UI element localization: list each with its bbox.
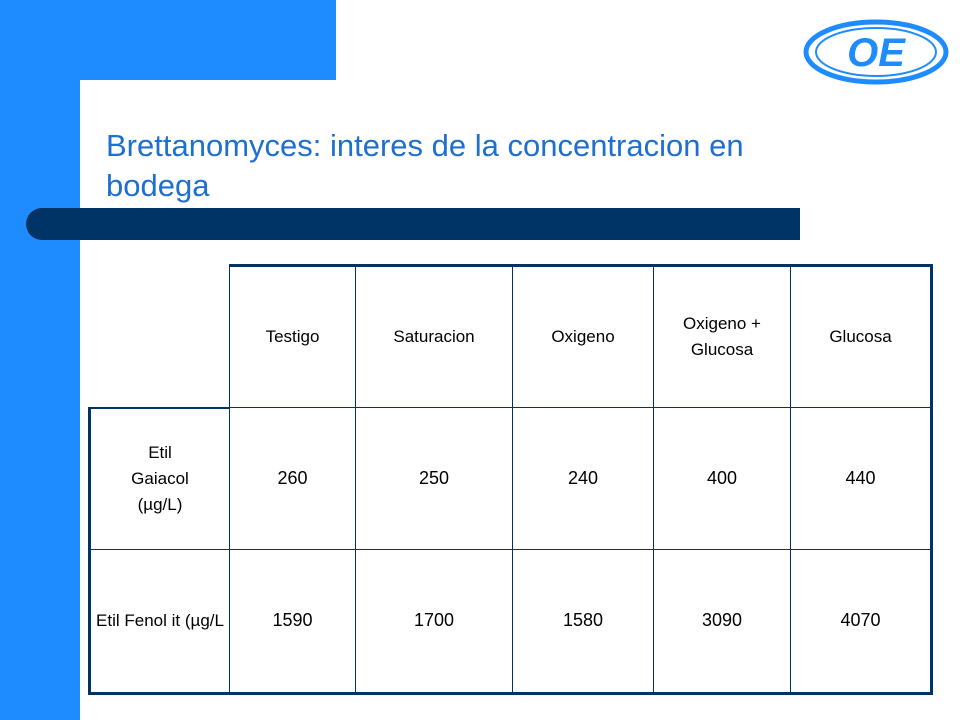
row-label: [90, 408, 230, 550]
table-cell: 440: [791, 408, 932, 550]
table-row: [90, 408, 932, 550]
decorative-blue-left: [0, 0, 80, 720]
column-header: [654, 266, 791, 408]
title-underline-bar: [26, 208, 800, 240]
column-header: Testigo: [230, 266, 356, 408]
table-corner-cell: [90, 266, 230, 408]
table-cell: 260: [230, 408, 356, 550]
table-cell: 3090: [654, 549, 791, 693]
table-cell: 250: [356, 408, 513, 550]
results-table: [88, 264, 933, 695]
column-header: Oxigeno: [513, 266, 654, 408]
table-cell: 1700: [356, 549, 513, 693]
table-cell: 400: [654, 408, 791, 550]
table-header-row: [90, 266, 932, 408]
row-label-text: Etil Gaiacol (µg/L): [131, 442, 189, 514]
column-header-text: Oxigeno + Glucosa: [683, 314, 761, 359]
table-row: [90, 549, 932, 693]
oe-logo: [800, 18, 950, 86]
row-label: [90, 549, 230, 693]
column-header: Saturacion: [356, 266, 513, 408]
table-cell: 1580: [513, 549, 654, 693]
logo-text: OE: [847, 31, 905, 75]
table-cell: 240: [513, 408, 654, 550]
column-header: Glucosa: [791, 266, 932, 408]
table-cell: 4070: [791, 549, 932, 693]
row-label-text: Etil Fenol it (µg/L: [96, 610, 224, 630]
slide-title: Brettanomyces: interes de la concentracion en bodega: [106, 128, 744, 203]
table-cell: 1590: [230, 549, 356, 693]
